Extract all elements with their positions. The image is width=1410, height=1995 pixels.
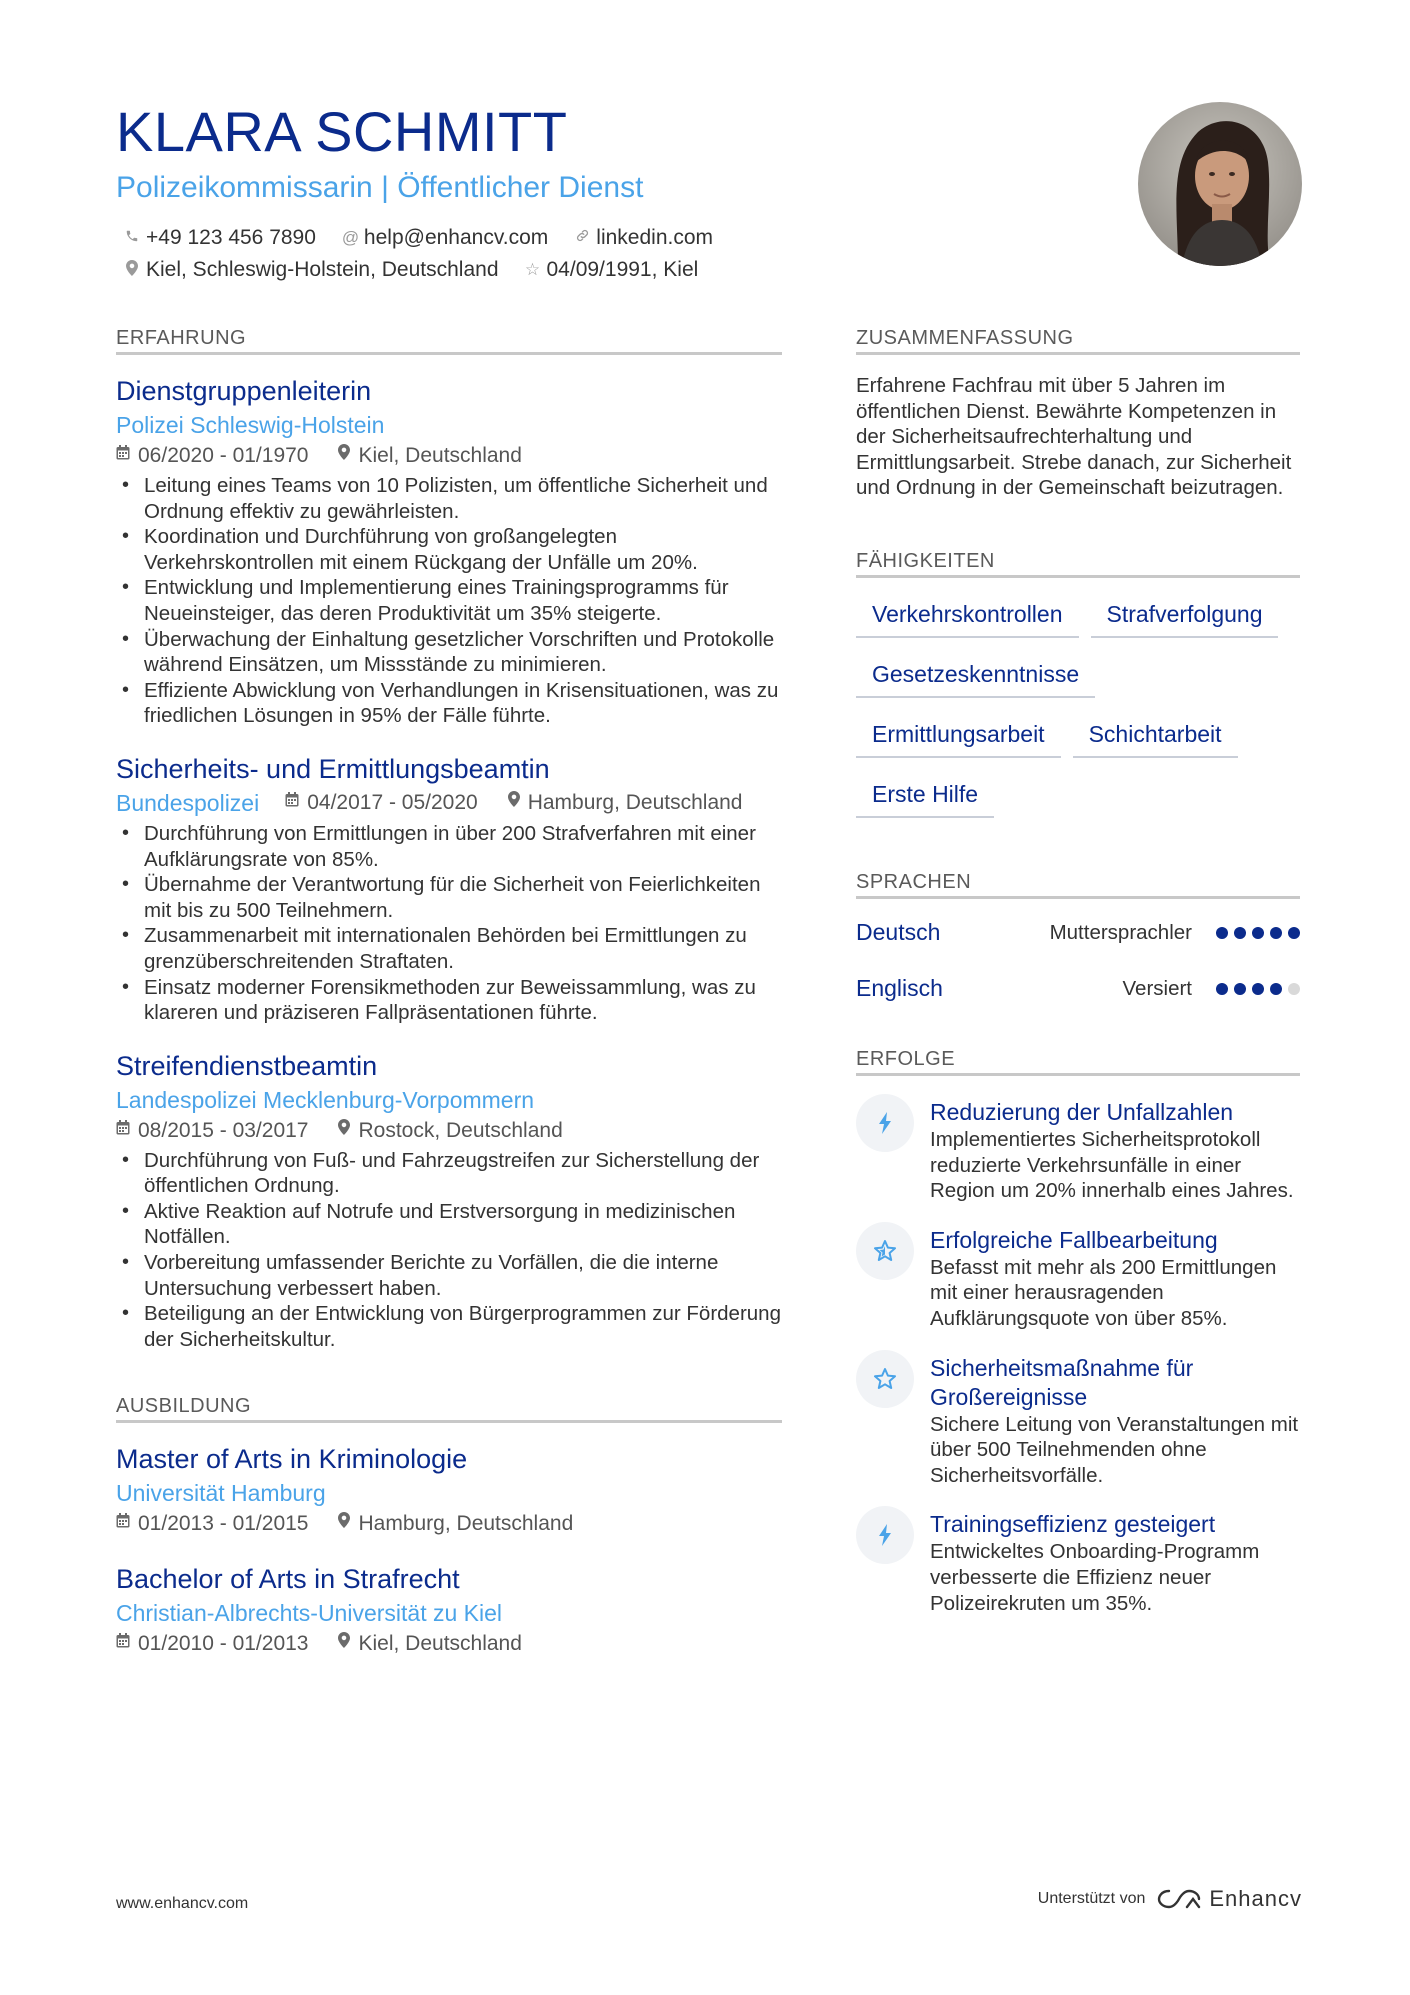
rating-dot-filled — [1234, 983, 1246, 995]
calendar-icon — [285, 788, 299, 818]
job-bullets — [116, 473, 782, 729]
skill-tag: Erste Hilfe — [856, 772, 994, 818]
at-icon: @ — [341, 228, 360, 247]
language-name: Deutsch — [856, 919, 941, 946]
bullet-item: • Übernahme der Verantwortung für die Sicherheit von Feierlichkeiten mit bis zu 500 Teilnehmern. — [116, 872, 782, 923]
achievement-item — [856, 1098, 1300, 1204]
calendar-icon — [116, 1116, 130, 1146]
achievement-title: Sicherheitsmaßnahme für Großereignisse — [930, 1354, 1194, 1410]
rating-dot-filled — [1270, 983, 1282, 995]
degree-title: Master of Arts in Kriminologie — [116, 1444, 468, 1475]
rating-dot-filled — [1252, 927, 1264, 939]
language-row — [856, 961, 1300, 1017]
lightning-icon — [856, 1506, 914, 1564]
job-company: Polizei Schleswig-Holstein — [116, 412, 385, 438]
bullet-item: • Vorbereitung umfassender Berichte zu Vorfällen, die die interne Untersuchung verbessert haben. — [116, 1250, 782, 1301]
education-entry — [116, 1441, 782, 1539]
contact-info — [124, 222, 739, 286]
achievement-title: Reduzierung der Unfallzahlen — [930, 1098, 1234, 1125]
achievement-title: Erfolgreiche Fallbearbeitung — [930, 1226, 1218, 1253]
link-icon — [574, 228, 590, 248]
star-badge-icon — [856, 1222, 914, 1280]
achievement-desc: Sichere Leitung von Veranstaltungen mit über 500 Teilnehmenden ohne Sicherheitsvorfälle. — [930, 1412, 1299, 1487]
summary-heading: ZUSAMMENFASSUNG — [856, 326, 1300, 355]
avatar — [1138, 102, 1302, 266]
bullet-item: • Zusammenarbeit mit internationalen Behörden bei Ermittlungen zu grenzüberschreitenden Straftaten. — [116, 923, 782, 974]
experience-heading: ERFAHRUNG — [116, 326, 782, 355]
job-location: Rostock, Deutschland — [358, 1118, 563, 1142]
job-entry — [116, 1048, 782, 1353]
brand-name: Enhancv — [1209, 1886, 1302, 1911]
languages-list — [856, 905, 1300, 1017]
achievement-item — [856, 1510, 1300, 1616]
birth-item — [525, 258, 699, 282]
skill-tag: Ermittlungsarbeit — [856, 712, 1061, 758]
education-location: Kiel, Deutschland — [358, 1632, 522, 1656]
language-level: Muttersprachler — [1049, 920, 1192, 944]
birth-text: 04/09/1991, Kiel — [546, 258, 699, 281]
education-location: Hamburg, Deutschland — [358, 1512, 574, 1536]
bullet-item: • Aktive Reaktion auf Notrufe und Erstversorgung in medizinischen Notfällen. — [116, 1199, 782, 1250]
job-dates: 08/2015 - 03/2017 — [138, 1118, 309, 1142]
candidate-title: Polizeikommissarin | Öffentlicher Dienst — [116, 171, 644, 204]
job-dates: 06/2020 - 01/1970 — [138, 444, 309, 467]
language-row — [856, 905, 1300, 961]
job-bullets — [116, 1148, 782, 1353]
job-meta — [116, 787, 782, 819]
bullet-item: • Durchführung von Fuß- und Fahrzeugstreifen zur Sicherstellung der öffentlichen Ordnung. — [116, 1148, 782, 1199]
skills-list — [856, 592, 1300, 832]
skill-tag: Schichtarbeit — [1073, 712, 1238, 758]
bullet-item: • Leitung eines Teams von 10 Polizisten, um öffentliche Sicherheit und Ordnung effektiv zu gewährleisten. — [116, 473, 782, 524]
degree-title: Bachelor of Arts in Strafrecht — [116, 1564, 460, 1595]
left-column — [116, 326, 782, 1659]
bullet-item: • Überwachung der Einhaltung gesetzlicher Vorschriften und Protokolle während Einsätzen, um Missstände zu minimieren. — [116, 627, 782, 678]
achievement-desc: Befasst mit mehr als 200 Ermittlungen mit einer herausragenden Aufklärungsquote von über 85%. — [930, 1255, 1277, 1330]
calendar-icon — [116, 1509, 130, 1539]
achievement-title: Trainingseffizienz gesteigert — [930, 1511, 1216, 1538]
map-pin-icon — [124, 260, 140, 281]
skill-tag: Strafverfolgung — [1091, 592, 1279, 638]
job-bullets — [116, 821, 782, 1026]
calendar-icon — [116, 441, 130, 471]
achievements-heading: ERFOLGE — [856, 1047, 1300, 1076]
map-pin-icon — [338, 1629, 350, 1659]
rating-dot-filled — [1216, 983, 1228, 995]
lightning-icon — [856, 1094, 914, 1152]
phone-text: +49 123 456 7890 — [146, 226, 316, 249]
job-company: Bundespolizei — [116, 789, 260, 816]
footer-website[interactable]: www.enhancv.com — [116, 1895, 249, 1912]
education-meta — [116, 1629, 782, 1659]
candidate-name: KLARA SCHMITT — [116, 100, 568, 163]
map-pin-icon — [338, 441, 350, 471]
job-company: Landespolizei Mecklenburg-Vorpommern — [116, 1086, 535, 1113]
skill-tag: Gesetzeskenntnisse — [856, 652, 1095, 698]
education-heading: AUSBILDUNG — [116, 1394, 782, 1423]
job-title: Dienstgruppenleiterin — [116, 376, 372, 406]
location-item — [124, 258, 499, 282]
bullet-item: • Entwicklung und Implementierung eines Trainingsprogramms für Neueinsteiger, das deren Produktivität um 35% steigerte. — [116, 575, 782, 626]
email-text[interactable]: help@enhancv.com — [363, 226, 549, 249]
linkedin-item[interactable] — [574, 226, 713, 250]
map-pin-icon — [508, 788, 520, 818]
education-entry — [116, 1561, 782, 1659]
languages-heading: SPRACHEN — [856, 870, 1300, 899]
star-outline-icon: ☆ — [524, 260, 541, 279]
right-column — [856, 326, 1300, 1616]
footer-branding — [1038, 1886, 1302, 1912]
linkedin-text[interactable]: linkedin.com — [596, 226, 714, 249]
job-title: Sicherheits- und Ermittlungsbeamtin — [116, 753, 550, 784]
bullet-item: • Einsatz moderner Forensikmethoden zur Beweissammlung, was zu klareren und präziseren Fallpräsentationen führte. — [116, 975, 782, 1026]
rating-dot-filled — [1288, 927, 1300, 939]
job-title: Streifendienstbeamtin — [116, 1050, 378, 1081]
job-entry — [116, 373, 782, 729]
job-meta — [116, 441, 782, 471]
job-dates: 04/2017 - 05/2020 — [307, 790, 478, 814]
powered-by-text: Unterstützt von — [1037, 1890, 1146, 1907]
phone-item — [124, 226, 316, 250]
language-rating — [1210, 927, 1300, 939]
job-location: Hamburg, Deutschland — [527, 790, 743, 814]
bullet-item: • Beteiligung an der Entwicklung von Bürgerprogrammen zur Förderung der Sicherheitskultur. — [116, 1301, 782, 1352]
education-meta — [116, 1509, 782, 1539]
rating-dot-empty — [1288, 983, 1300, 995]
school-name: Universität Hamburg — [116, 1480, 326, 1507]
rating-dot-filled — [1234, 927, 1246, 939]
job-entry — [116, 751, 782, 1026]
rating-dot-filled — [1252, 983, 1264, 995]
map-pin-icon — [338, 1116, 350, 1146]
language-rating — [1210, 983, 1300, 995]
achievement-desc: Entwickeltes Onboarding-Programm verbesserte die Effizienz neuer Polizeirekruten um 35%. — [930, 1540, 1260, 1615]
job-location: Kiel, Deutschland — [358, 444, 522, 467]
map-pin-icon — [338, 1509, 350, 1539]
enhancv-logo-icon — [1157, 1887, 1201, 1911]
rating-dot-filled — [1270, 927, 1282, 939]
rating-dot-filled — [1216, 927, 1228, 939]
bullet-item: • Durchführung von Ermittlungen in über 200 Strafverfahren mit einer Aufklärungsrate von 85%. — [116, 821, 782, 872]
achievement-item — [856, 1226, 1300, 1332]
calendar-icon — [116, 1629, 130, 1659]
job-meta — [116, 1116, 782, 1146]
education-dates: 01/2013 - 01/2015 — [138, 1512, 309, 1536]
bullet-item: • Effiziente Abwicklung von Verhandlungen in Krisensituationen, was zu friedlichen Lösungen in 95% der Fälle führte. — [116, 678, 782, 729]
phone-icon — [124, 228, 140, 248]
achievement-desc: Implementiertes Sicherheitsprotokoll reduzierte Verkehrsunfälle in einer Region um 20% innerhalb eines Jahres. — [930, 1127, 1294, 1203]
language-name: Englisch — [856, 975, 943, 1002]
summary-text: Erfahrene Fachfrau mit über 5 Jahren im öffentlichen Dienst. Bewährte Kompetenzen in der Sicherheitsaufrechterhaltung und Ermittlungsarbeit. Strebe danach, zur Sicherheit und Ordnung in der Gemeinschaft beizutragen. — [856, 374, 1292, 500]
language-level: Versiert — [1122, 976, 1192, 1000]
email-item[interactable] — [342, 226, 548, 250]
school-name: Christian-Albrechts-Universität zu Kiel — [116, 1600, 503, 1627]
achievement-item — [856, 1354, 1300, 1489]
skills-heading: FÄHIGKEITEN — [856, 549, 1300, 578]
location-text: Kiel, Schleswig-Holstein, Deutschland — [146, 258, 499, 281]
star-icon — [856, 1350, 914, 1408]
skill-tag: Verkehrskontrollen — [856, 592, 1079, 638]
education-dates: 01/2010 - 01/2013 — [138, 1632, 309, 1656]
bullet-item: • Koordination und Durchführung von großangelegten Verkehrskontrollen mit einem Rückgang der Unfälle um 20%. — [116, 524, 782, 575]
